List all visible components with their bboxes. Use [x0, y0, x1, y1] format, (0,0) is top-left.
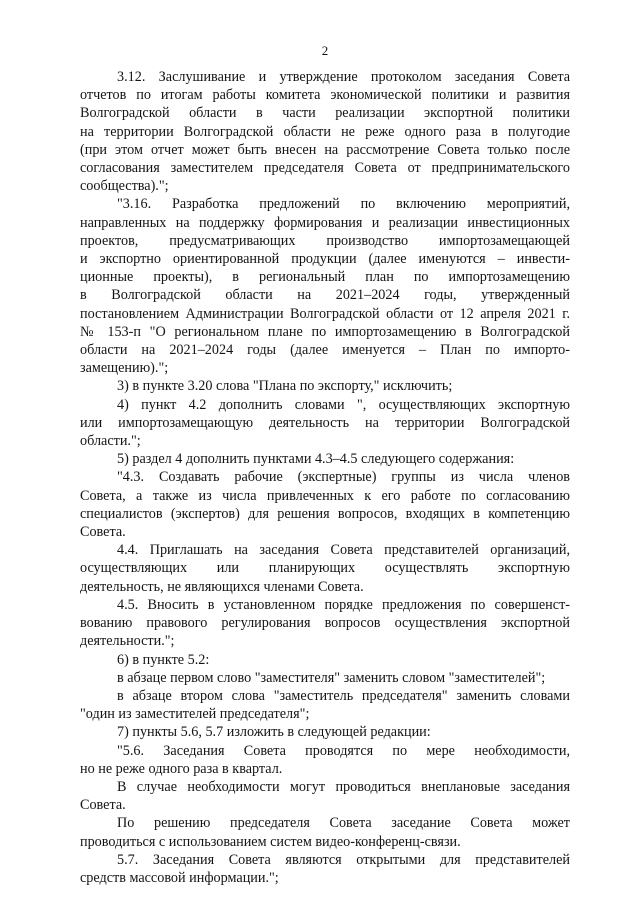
- paragraph-p-item-5: [80, 450, 570, 468]
- text-line: специалистов (экспертов) для решения вопросов, входящих в компетенцию: [80, 505, 570, 522]
- text-line: По решению председателя Совета заседание Совета может: [117, 815, 570, 832]
- text-line: Совета.: [80, 524, 126, 541]
- text-line: отчетов по итогам работы комитета экономической политики и развития: [80, 87, 570, 104]
- paragraph-p-item-6-b: [80, 687, 570, 723]
- text-line: 7) пункты 5.6, 5.7 изложить в следующей редакции:: [117, 724, 431, 741]
- text-line: 4.4. Приглашать на заседания Совета представителей организаций,: [117, 542, 570, 559]
- text-line: Совета, а также из числа привлеченных к его работе по согласованию: [80, 487, 570, 504]
- paragraph-p-item-3: [80, 377, 570, 395]
- document-body: [80, 68, 570, 887]
- paragraph-p-5-6-c: [80, 814, 570, 850]
- paragraph-p-item-6-a: [80, 669, 570, 687]
- text-line: 6) в пункте 5.2:: [117, 651, 210, 668]
- text-line: деятельности.";: [80, 633, 175, 650]
- text-line: (при этом отчет может быть внесен на рассмотрение Совета только после: [80, 141, 570, 158]
- page-number: 2: [321, 43, 329, 58]
- paragraph-p-4-5: [80, 596, 570, 651]
- text-line: 4.5. Вносить в установленном порядке предложения по совершенст-: [117, 596, 570, 613]
- text-line: сообщества).";: [80, 178, 169, 195]
- text-line: Волгоградской области в части реализации экспортной политики: [80, 105, 570, 122]
- text-line: проектов, предусматривающих производство импортозамещающей: [80, 232, 570, 249]
- paragraph-p-5-7: [80, 851, 570, 887]
- paragraph-p-5-6: [80, 742, 570, 778]
- paragraph-p-4-3: [80, 468, 570, 541]
- text-line: 5.7. Заседания Совета являются открытыми для представителей: [117, 851, 570, 868]
- text-line: "4.3. Создавать рабочие (экспертные) группы из числа членов: [117, 469, 570, 486]
- paragraph-p-3-16: [80, 195, 570, 377]
- text-line: 5) раздел 4 дополнить пунктами 4.3–4.5 следующего содержания:: [117, 451, 515, 468]
- text-line: В случае необходимости могут проводиться внеплановые заседания: [117, 778, 570, 795]
- text-line: вованию правового регулирования вопросов осуществления экспортной: [80, 615, 570, 632]
- text-line: в Волгоградской области на 2021–2024 годы, утвержденный: [80, 287, 570, 304]
- text-line: "один из заместителей председателя";: [80, 706, 310, 723]
- document-page: [80, 0, 570, 905]
- text-line: ционные проекты), в региональный план по импортозамещению: [80, 269, 570, 286]
- text-line: на территории Волгоградской области не реже одного раза в полугодие: [80, 123, 570, 140]
- text-line: "5.6. Заседания Совета проводятся по мере необходимости,: [117, 742, 570, 759]
- text-line: 3) в пункте 3.20 слова "Плана по экспорту," исключить;: [117, 378, 453, 395]
- text-line: № 153-п "О региональном плане по импортозамещению в Волгоградской: [80, 323, 570, 340]
- text-line: проводиться с использованием систем видео-конференц-связи.: [80, 833, 461, 850]
- paragraph-p-item-4: [80, 396, 570, 451]
- paragraph-p-4-4: [80, 541, 570, 596]
- text-line: в абзаце втором слова "заместитель председателя" заменить словами: [117, 687, 570, 704]
- text-line: в абзаце первом слово "заместителя" заменить словом "заместителей";: [117, 669, 546, 686]
- text-line: постановлением Администрации Волгоградской области от 12 апреля 2021 г.: [80, 305, 570, 322]
- text-line: осуществляющих или планирующих осуществлять экспортную: [80, 560, 570, 577]
- text-line: но не реже одного раза в квартал.: [80, 760, 283, 777]
- text-line: или импортозамещающую деятельность на территории Волгоградской: [80, 414, 570, 431]
- text-line: согласования заместителем председателя Совета от предпринимательского: [80, 160, 570, 177]
- text-line: 3.12. Заслушивание и утверждение протоколом заседания Совета: [117, 69, 570, 85]
- paragraph-p-5-6-b: [80, 778, 570, 814]
- text-line: замещению).";: [80, 360, 169, 377]
- paragraph-p-3-12: [80, 68, 570, 195]
- text-line: Совета.: [80, 797, 126, 814]
- paragraph-p-item-6: [80, 651, 570, 669]
- text-line: деятельность, не являющихся членами Совета.: [80, 578, 364, 595]
- text-line: области на 2021–2024 годы (далее именуется – План по импорто-: [80, 342, 570, 359]
- text-line: 4) пункт 4.2 дополнить словами ", осуществляющих экспортную: [117, 396, 570, 413]
- text-line: направленных на поддержку формирования и реализации инвестиционных: [80, 214, 570, 231]
- text-line: "3.16. Разработка предложений по включению мероприятий,: [117, 196, 570, 213]
- text-line: и экспортно ориентированной продукции (далее именуются – инвести-: [80, 251, 570, 268]
- paragraph-p-item-7: [80, 723, 570, 741]
- text-line: средств массовой информации.";: [80, 869, 279, 886]
- text-line: области.";: [80, 433, 141, 450]
